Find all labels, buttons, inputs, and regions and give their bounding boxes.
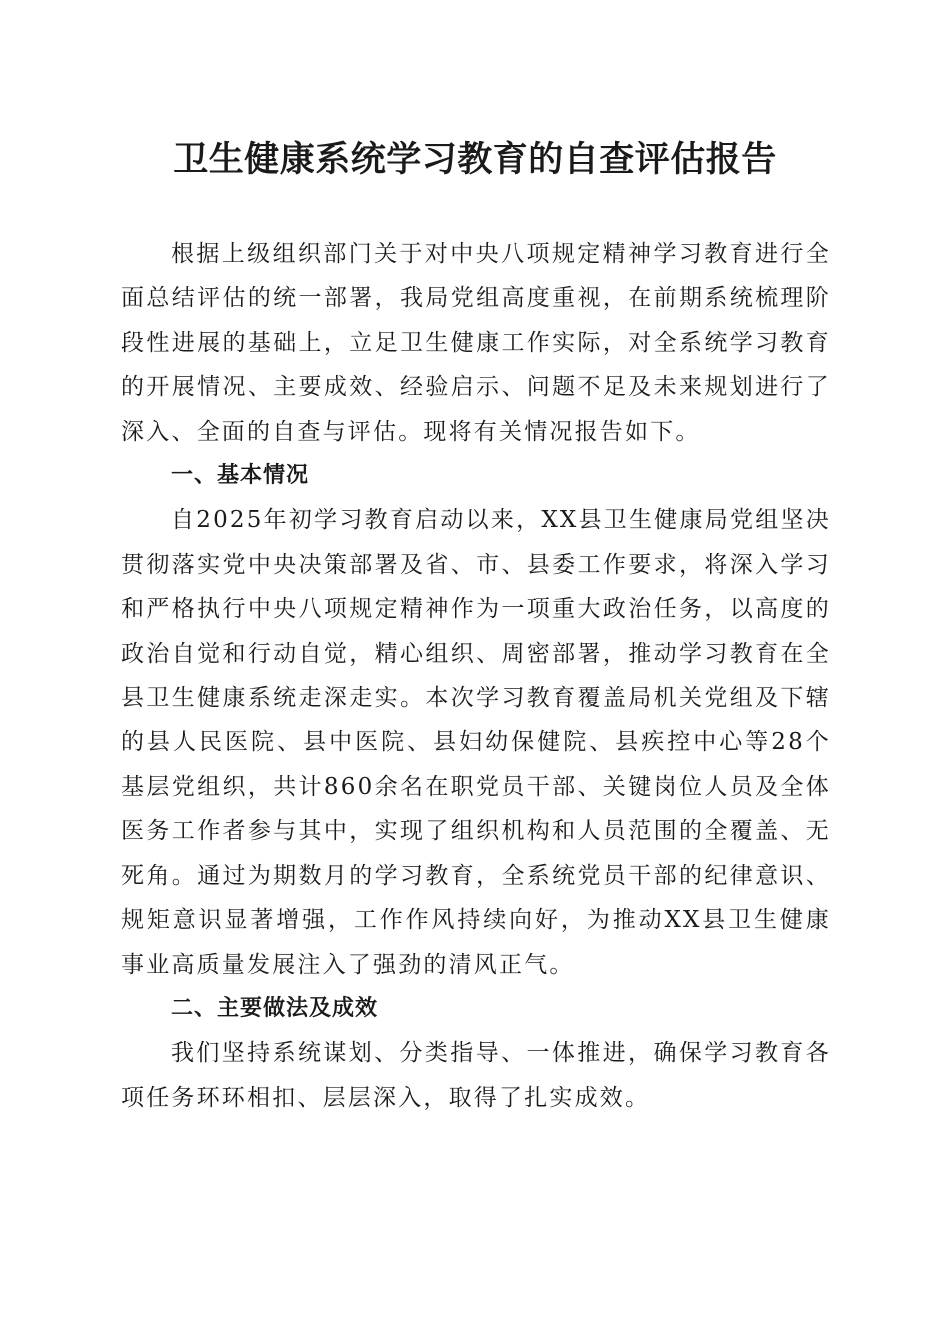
intro-paragraph: 根据上级组织部门关于对中央八项规定精神学习教育进行全面总结评估的统一部署，我局党组高度重视，在前期系统梳理阶段性进展的基础上，立足卫生健康工作实际，对全系统学习教育的开展情况、主要成效、经验启示、问题不足及未来规划进行了深入、全面的自查与评估。现将有关情况报告如下。 — [121, 241, 831, 445]
document-title: 卫生健康系统学习教育的自查评估报告 — [173, 139, 777, 180]
basic-situation-paragraph: 自2025年初学习教育启动以来，XX县卫生健康局党组坚决贯彻落实党中央决策部署及省、市、县委工作要求，将深入学习和严格执行中央八项规定精神作为一项重大政治任务，以高度的政治自觉和行动自觉，精心组织、周密部署，推动学习教育在全县卫生健康系统走深走实。本次学习教育覆盖局机关党组及下辖的县人民医院、县中医院、县妇幼保健院、县疾控中心等28个基层党组织，共计860余名在职党员干部、关键岗位人员及全体医务工作者参与其中，实现了组织机构和人员范围的全覆盖、无死角。通过为期数月的学习教育，全系统党员干部的纪律意识、规矩意识显著增强，工作作风持续向好，为推动XX县卫生健康事业高质量发展注入了强劲的清风正气。 — [121, 507, 831, 978]
document-body — [121, 232, 831, 1120]
section-heading-basic-situation: 一、基本情况 — [171, 463, 310, 489]
main-practices-paragraph: 我们坚持系统谋划、分类指导、一体推进，确保学习教育各项任务环环相扣、层层深入，取得了扎实成效。 — [121, 1040, 831, 1111]
section-heading-main-practices: 二、主要做法及成效 — [171, 995, 379, 1021]
